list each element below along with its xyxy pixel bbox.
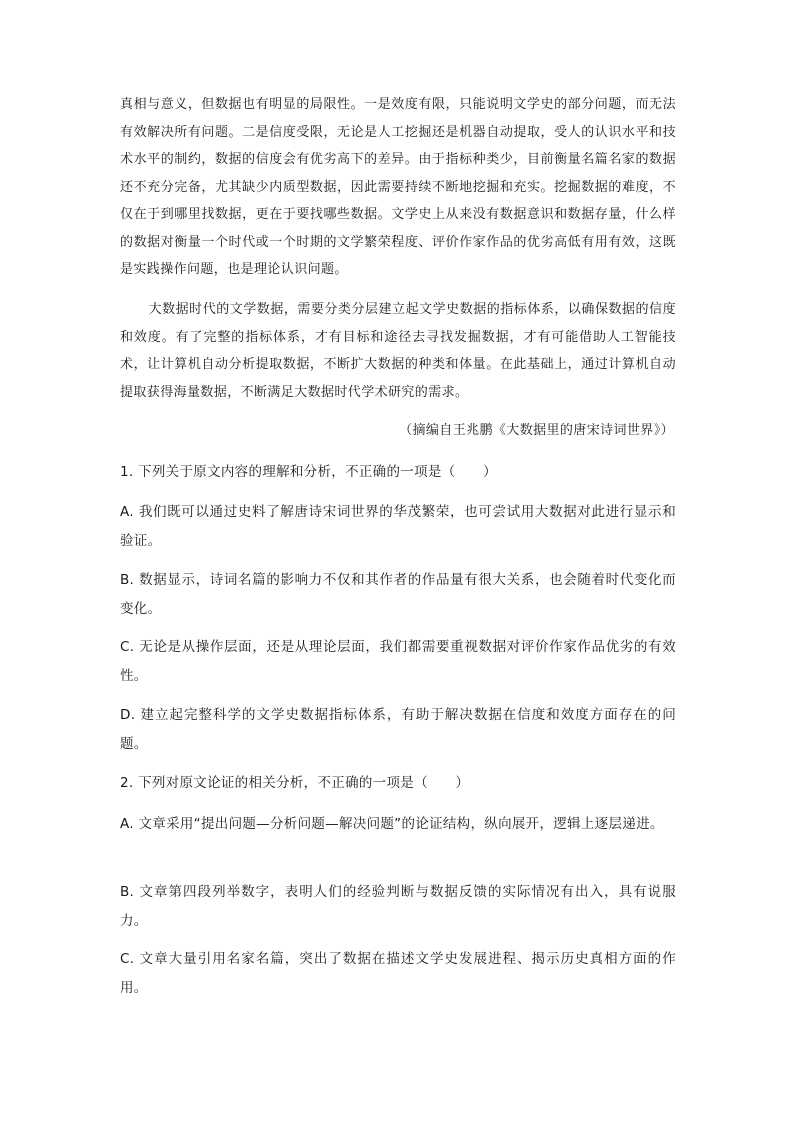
question-1-stem: 1. 下列关于原文内容的理解和分析，不正确的一项是（ ）	[120, 464, 497, 480]
question-2-option-a: A. 文章采用“提出问题—分析问题—解决问题”的论证结构，纵向展开，逻辑上逐层递进。	[120, 816, 664, 832]
question-2-stem: 2. 下列对原文论证的相关分析，不正确的一项是（ ）	[120, 775, 470, 791]
source-citation: （摘编自王兆鹏《大数据里的唐宋诗词世界》）	[399, 423, 674, 438]
question-2-option-c: C. 文章大量引用名家名篇，突出了数据在描述文学史发展进程、揭示历史真相方面的作用。	[120, 951, 676, 996]
question-1-option-d: D. 建立起完整科学的文学史数据指标体系，有助于解决数据在信度和效度方面存在的问题。	[120, 707, 676, 752]
question-1-option-b: B. 数据显示，诗词名篇的影响力不仅和其作者的作品量有很大关系，也会随着时代变化而变化。	[120, 572, 676, 617]
question-1-option-c: C. 无论是从操作层面，还是从理论层面，我们都需要重视数据对评价作家作品优劣的有效性。	[120, 639, 676, 684]
passage-paragraph-1: 真相与意义，但数据也有明显的局限性。一是效度有限，只能说明文学史的部分问题，而无法有效解决所有问题。二是信度受限，无论是人工挖掘还是机器自动提取，受人的认识水平和技术水平的制约，数据的信度会有优劣高下的差异。由于指标种类少，目前衡量名篇名家的数据还不充分完备，尤其缺少内质型数据，因此需要持续不断地挖掘和充实。挖掘数据的难度，不仅在于到哪里找数据，更在于要找哪些数据。文学史上从来没有数据意识和数据存量，什么样的数据对衡量一个时代或一个时期的文学繁荣程度、评价作家作品的优劣高低有用有效，这既是实践操作问题，也是理论认识问题。	[120, 97, 676, 277]
question-1-option-a: A. 我们既可以通过史料了解唐诗宋词世界的华茂繁荣，也可尝试用大数据对此进行显示和验证。	[120, 504, 676, 549]
question-2-option-b: B. 文章第四段列举数字，表明人们的经验判断与数据反馈的实际情况有出入，具有说服力。	[120, 884, 676, 929]
passage-paragraph-2: 大数据时代的文学数据，需要分类分层建立起文学史数据的指标体系，以确保数据的信度和效度。有了完整的指标体系，才有目标和途径去寻找发掘数据，才有可能借助人工智能技术，让计算机自动分析提取数据，不断扩大数据的种类和体量。在此基础上，通过计算机自动提取获得海量数据，不断满足大数据时代学术研究的需求。	[120, 302, 676, 400]
